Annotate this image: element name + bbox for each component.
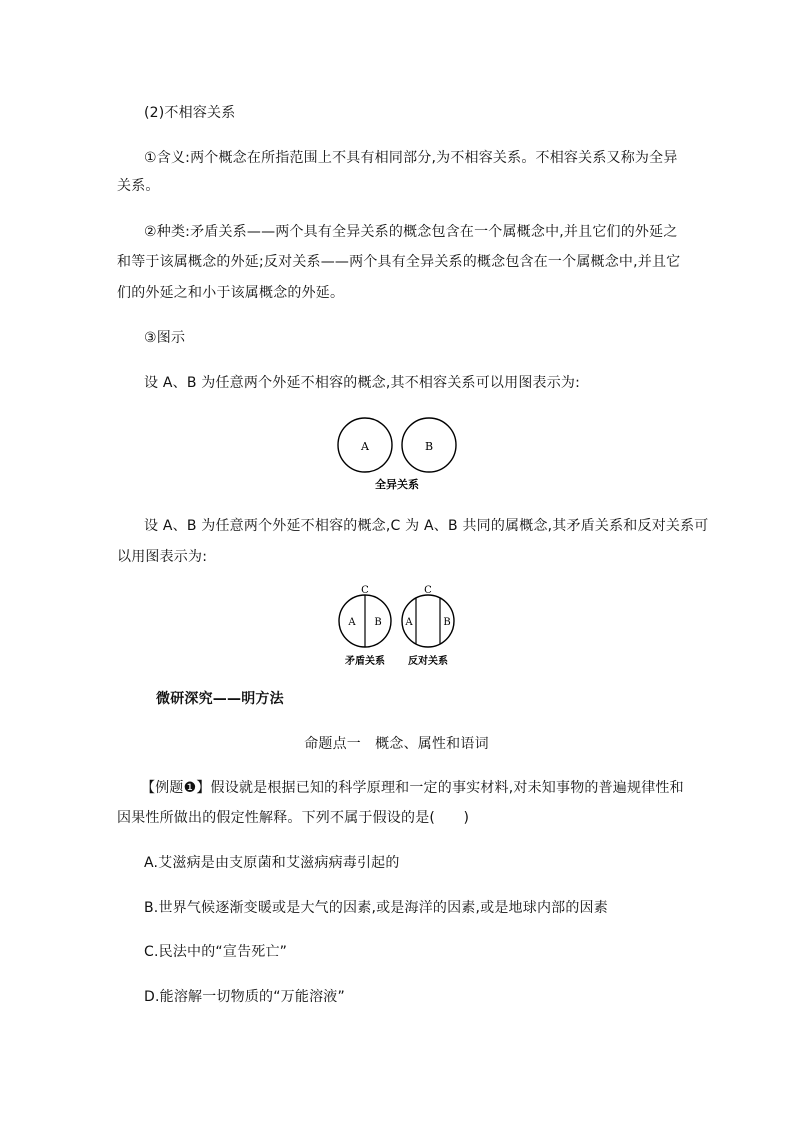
contrary-label-a: A — [405, 617, 413, 628]
circle-b-label: B — [424, 440, 434, 453]
option-d: D.能溶解一切物质的“万能溶液” — [144, 989, 345, 1005]
method-heading: 微研深究——明方法 — [156, 691, 284, 707]
contrary-label-b: B — [443, 617, 451, 628]
figure-disjoint-diagram — [330, 412, 465, 494]
meaning-line-2: 关系。 — [117, 178, 160, 194]
contradiction-label-c: C — [361, 585, 369, 596]
option-c: C.民法中的“宣告死亡” — [144, 944, 288, 960]
types-line-2: 和等于该属概念的外延;反对关系——两个具有全异关系的概念包含在一个属概念中,并且它 — [117, 254, 681, 270]
contrary-label-c: C — [424, 585, 432, 596]
types-line-3: 们的外延之和小于该属概念的外延。 — [117, 285, 345, 301]
figure2-intro-line-1: 设 A、B 为任意两个外延不相容的概念,C 为 A、B 共同的属概念,其矛盾关系和反对关系可 — [144, 518, 709, 534]
option-a: A.艾滋病是由支原菌和艾滋病病毒引起的 — [144, 855, 400, 871]
figure-contradiction-contrary-diagram — [330, 582, 465, 670]
contradiction-label-b: B — [374, 617, 382, 628]
figure2-intro-line-2: 以用图表示为: — [117, 549, 208, 565]
topic-heading: 命题点一 概念、属性和语词 — [304, 736, 489, 752]
contradiction-label-a: A — [348, 617, 356, 628]
contradiction-caption: 矛盾关系 — [345, 656, 385, 667]
example-line-1: 【例题❶】假设就是根据已知的科学原理和一定的事实材料,对未知事物的普遍规律性和 — [141, 780, 684, 796]
types-line-1: ②种类:矛盾关系——两个具有全异关系的概念包含在一个属概念中,并且它们的外延之 — [144, 224, 678, 240]
contrary-caption: 反对关系 — [408, 656, 448, 667]
example-line-2: 因果性所做出的假定性解释。下列不属于假设的是( ) — [117, 810, 470, 826]
section-heading: (2)不相容关系 — [144, 105, 236, 121]
circle-a-label: A — [361, 440, 369, 453]
figure1-intro: 设 A、B 为任意两个外延不相容的概念,其不相容关系可以用图表示为: — [144, 375, 581, 391]
meaning-line-1: ①含义:两个概念在所指范围上不具有相同部分,为不相容关系。不相容关系又称为全异 — [144, 150, 678, 166]
figure-heading: ③图示 — [144, 330, 186, 346]
figure1-caption: 全异关系 — [375, 478, 419, 491]
option-b: B.世界气候逐渐变暖或是大气的因素,或是海洋的因素,或是地球内部的因素 — [144, 900, 608, 916]
